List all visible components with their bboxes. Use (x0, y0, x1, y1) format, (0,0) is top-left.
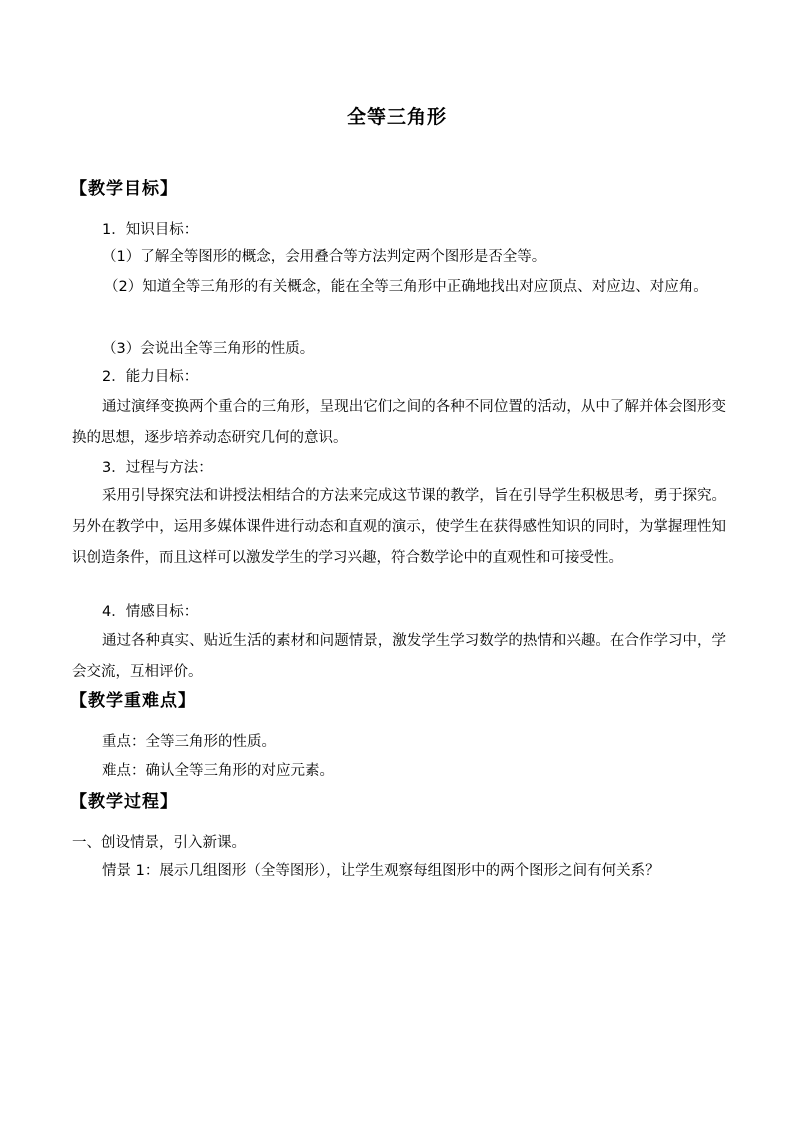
section-heading-objectives: 【教学目标】 (70, 179, 178, 199)
process-step-1: 一、创设情景，引入新课。 (72, 835, 246, 851)
section-heading-process: 【教学过程】 (70, 792, 178, 812)
knowledge-objective-label: 1．知识目标： (102, 222, 199, 238)
document-title: 全等三角形 (346, 106, 447, 128)
knowledge-item-2: （2）知道全等三角形的有关概念，能在全等三角形中正确地找出对应顶点、对应边、对应角。 (104, 279, 708, 295)
emotion-objective-text: 通过各种真实、贴近生活的素材和问题情景，激发学生学习数学的热情和兴趣。在合作学习中，学会交流，互相评价。 (72, 633, 726, 680)
key-point-difficulty: 难点：确认全等三角形的对应元素。 (102, 763, 334, 779)
emotion-objective-label: 4．情感目标： (102, 604, 199, 620)
ability-objective-text: 通过演绎变换两个重合的三角形，呈现出它们之间的各种不同位置的活动，从中了解并体会图形变换的思想，逐步培养动态研究几何的意识。 (72, 399, 726, 446)
process-method-label: 3．过程与方法： (102, 460, 213, 476)
key-point-focus: 重点：全等三角形的性质。 (102, 734, 276, 750)
ability-objective-label: 2．能力目标： (102, 369, 199, 385)
knowledge-item-1: （1）了解全等图形的概念，会用叠合等方法判定两个图形是否全等。 (102, 249, 547, 265)
process-method-text: 采用引导探究法和讲授法相结合的方法来完成这节课的教学，旨在引导学生积极思考，勇于探究。另外在教学中，运用多媒体课件进行动态和直观的演示，使学生在获得感性知识的同时，为掌握理性知识创造条件，而且这样可以激发学生的学习兴趣，符合数学论中的直观性和可接受性。 (72, 488, 726, 566)
scenario-1: 情景 1：展示几组图形（全等图形），让学生观察每组图形中的两个图形之间有何关系？ (102, 863, 660, 879)
knowledge-item-3: （3）会说出全等三角形的性质。 (102, 341, 315, 357)
section-heading-key-points: 【教学重难点】 (70, 691, 196, 711)
